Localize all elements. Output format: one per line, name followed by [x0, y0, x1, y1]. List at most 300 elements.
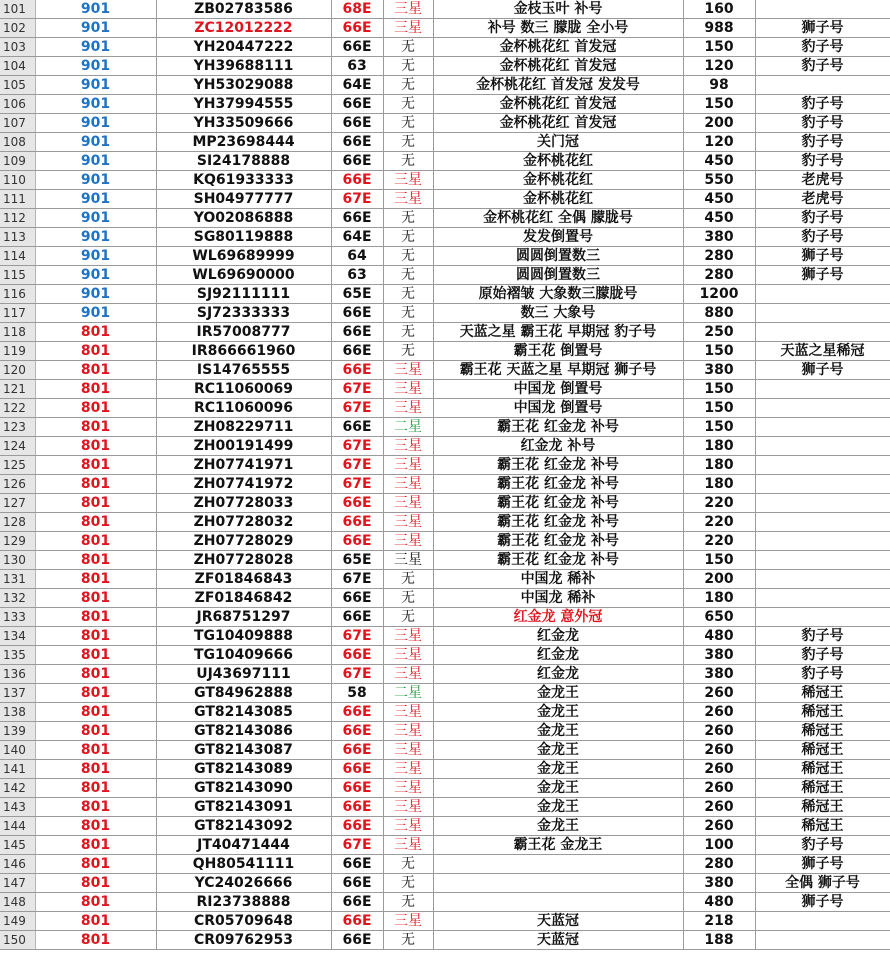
code-cell[interactable]: 801 [35, 931, 156, 950]
size-cell[interactable]: 67E [331, 456, 383, 475]
price-cell[interactable]: 160 [683, 0, 755, 19]
row-number[interactable]: 120 [0, 361, 35, 380]
star-rating-cell[interactable]: 无 [383, 342, 433, 361]
tag-cell[interactable] [755, 494, 890, 513]
tag-cell[interactable] [755, 285, 890, 304]
serial-cell[interactable]: WL69690000 [156, 266, 331, 285]
code-cell[interactable]: 901 [35, 0, 156, 19]
star-rating-cell[interactable]: 无 [383, 76, 433, 95]
size-cell[interactable]: 66E [331, 532, 383, 551]
serial-cell[interactable]: GT82143087 [156, 741, 331, 760]
size-cell[interactable]: 66E [331, 703, 383, 722]
price-cell[interactable]: 250 [683, 323, 755, 342]
price-cell[interactable]: 380 [683, 361, 755, 380]
size-cell[interactable]: 58 [331, 684, 383, 703]
tag-cell[interactable]: 天蓝之星稀冠 [755, 342, 890, 361]
row-number[interactable]: 114 [0, 247, 35, 266]
size-cell[interactable]: 66E [331, 912, 383, 931]
price-cell[interactable]: 260 [683, 760, 755, 779]
tag-cell[interactable] [755, 513, 890, 532]
star-rating-cell[interactable]: 无 [383, 38, 433, 57]
serial-cell[interactable]: ZF01846843 [156, 570, 331, 589]
tag-cell[interactable]: 豹子号 [755, 646, 890, 665]
code-cell[interactable]: 801 [35, 874, 156, 893]
size-cell[interactable]: 66E [331, 95, 383, 114]
row-number[interactable]: 105 [0, 76, 35, 95]
description-cell[interactable]: 霸王花 红金龙 补号 [433, 532, 683, 551]
price-cell[interactable]: 180 [683, 589, 755, 608]
price-cell[interactable]: 218 [683, 912, 755, 931]
price-cell[interactable]: 1200 [683, 285, 755, 304]
size-cell[interactable]: 66E [331, 19, 383, 38]
star-rating-cell[interactable]: 三星 [383, 361, 433, 380]
price-cell[interactable]: 380 [683, 646, 755, 665]
price-cell[interactable]: 150 [683, 380, 755, 399]
tag-cell[interactable] [755, 76, 890, 95]
code-cell[interactable]: 801 [35, 627, 156, 646]
star-rating-cell[interactable]: 三星 [383, 741, 433, 760]
serial-cell[interactable]: IS14765555 [156, 361, 331, 380]
price-cell[interactable]: 260 [683, 798, 755, 817]
price-cell[interactable]: 150 [683, 418, 755, 437]
star-rating-cell[interactable]: 三星 [383, 665, 433, 684]
size-cell[interactable]: 66E [331, 646, 383, 665]
serial-cell[interactable]: ZH07728028 [156, 551, 331, 570]
tag-cell[interactable]: 豹子号 [755, 209, 890, 228]
serial-cell[interactable]: GT84962888 [156, 684, 331, 703]
serial-cell[interactable]: YH20447222 [156, 38, 331, 57]
tag-cell[interactable] [755, 0, 890, 19]
code-cell[interactable]: 901 [35, 95, 156, 114]
price-cell[interactable]: 280 [683, 855, 755, 874]
description-cell[interactable]: 金龙王 [433, 798, 683, 817]
description-cell[interactable] [433, 874, 683, 893]
size-cell[interactable]: 67E [331, 380, 383, 399]
price-cell[interactable]: 150 [683, 38, 755, 57]
row-number[interactable]: 117 [0, 304, 35, 323]
row-number[interactable]: 123 [0, 418, 35, 437]
serial-cell[interactable]: SJ92111111 [156, 285, 331, 304]
code-cell[interactable]: 901 [35, 190, 156, 209]
tag-cell[interactable] [755, 456, 890, 475]
code-cell[interactable]: 801 [35, 817, 156, 836]
code-cell[interactable]: 901 [35, 133, 156, 152]
row-number[interactable]: 133 [0, 608, 35, 627]
tag-cell[interactable] [755, 551, 890, 570]
row-number[interactable]: 104 [0, 57, 35, 76]
tag-cell[interactable] [755, 532, 890, 551]
tag-cell[interactable]: 稀冠王 [755, 684, 890, 703]
code-cell[interactable]: 901 [35, 304, 156, 323]
code-cell[interactable]: 801 [35, 589, 156, 608]
code-cell[interactable]: 801 [35, 418, 156, 437]
description-cell[interactable]: 霸王花 天蓝之星 早期冠 狮子号 [433, 361, 683, 380]
row-number[interactable]: 145 [0, 836, 35, 855]
star-rating-cell[interactable]: 无 [383, 608, 433, 627]
description-cell[interactable]: 红金龙 补号 [433, 437, 683, 456]
tag-cell[interactable]: 豹子号 [755, 95, 890, 114]
serial-cell[interactable]: CR05709648 [156, 912, 331, 931]
serial-cell[interactable]: MP23698444 [156, 133, 331, 152]
tag-cell[interactable] [755, 399, 890, 418]
row-number[interactable]: 143 [0, 798, 35, 817]
tag-cell[interactable]: 狮子号 [755, 855, 890, 874]
row-number[interactable]: 103 [0, 38, 35, 57]
star-rating-cell[interactable]: 三星 [383, 532, 433, 551]
row-number[interactable]: 109 [0, 152, 35, 171]
description-cell[interactable]: 金龙王 [433, 684, 683, 703]
description-cell[interactable]: 红金龙 [433, 627, 683, 646]
star-rating-cell[interactable]: 三星 [383, 0, 433, 19]
code-cell[interactable]: 801 [35, 380, 156, 399]
size-cell[interactable]: 67E [331, 475, 383, 494]
size-cell[interactable]: 66E [331, 760, 383, 779]
row-number[interactable]: 127 [0, 494, 35, 513]
size-cell[interactable]: 66E [331, 608, 383, 627]
code-cell[interactable]: 801 [35, 361, 156, 380]
tag-cell[interactable] [755, 437, 890, 456]
serial-cell[interactable]: SJ72333333 [156, 304, 331, 323]
tag-cell[interactable]: 稀冠王 [755, 703, 890, 722]
star-rating-cell[interactable]: 三星 [383, 722, 433, 741]
price-cell[interactable]: 260 [683, 722, 755, 741]
serial-cell[interactable]: UJ43697111 [156, 665, 331, 684]
size-cell[interactable]: 67E [331, 627, 383, 646]
description-cell[interactable]: 金龙王 [433, 760, 683, 779]
code-cell[interactable]: 801 [35, 323, 156, 342]
code-cell[interactable]: 801 [35, 475, 156, 494]
size-cell[interactable]: 67E [331, 399, 383, 418]
description-cell[interactable] [433, 893, 683, 912]
tag-cell[interactable]: 稀冠王 [755, 779, 890, 798]
size-cell[interactable]: 65E [331, 551, 383, 570]
price-cell[interactable]: 480 [683, 627, 755, 646]
row-number[interactable]: 115 [0, 266, 35, 285]
price-cell[interactable]: 188 [683, 931, 755, 950]
serial-cell[interactable]: ZF01846842 [156, 589, 331, 608]
row-number[interactable]: 110 [0, 171, 35, 190]
star-rating-cell[interactable]: 三星 [383, 551, 433, 570]
row-number[interactable]: 124 [0, 437, 35, 456]
serial-cell[interactable]: GT82143091 [156, 798, 331, 817]
description-cell[interactable]: 金杯桃花红 [433, 190, 683, 209]
serial-cell[interactable]: WL69689999 [156, 247, 331, 266]
description-cell[interactable]: 金龙王 [433, 779, 683, 798]
price-cell[interactable]: 380 [683, 228, 755, 247]
serial-cell[interactable]: SI24178888 [156, 152, 331, 171]
tag-cell[interactable] [755, 931, 890, 950]
row-number[interactable]: 126 [0, 475, 35, 494]
star-rating-cell[interactable]: 二星 [383, 418, 433, 437]
code-cell[interactable]: 801 [35, 494, 156, 513]
size-cell[interactable]: 66E [331, 893, 383, 912]
price-cell[interactable]: 280 [683, 266, 755, 285]
star-rating-cell[interactable]: 无 [383, 114, 433, 133]
tag-cell[interactable]: 豹子号 [755, 114, 890, 133]
serial-cell[interactable]: CR09762953 [156, 931, 331, 950]
tag-cell[interactable]: 稀冠王 [755, 722, 890, 741]
size-cell[interactable]: 66E [331, 931, 383, 950]
serial-cell[interactable]: SH04977777 [156, 190, 331, 209]
size-cell[interactable]: 64E [331, 76, 383, 95]
serial-cell[interactable]: YC24026666 [156, 874, 331, 893]
star-rating-cell[interactable]: 无 [383, 570, 433, 589]
serial-cell[interactable]: RC11060096 [156, 399, 331, 418]
row-number[interactable]: 150 [0, 931, 35, 950]
code-cell[interactable]: 801 [35, 456, 156, 475]
code-cell[interactable]: 801 [35, 779, 156, 798]
serial-cell[interactable]: YH39688111 [156, 57, 331, 76]
serial-cell[interactable]: JT40471444 [156, 836, 331, 855]
row-number[interactable]: 131 [0, 570, 35, 589]
price-cell[interactable]: 120 [683, 133, 755, 152]
serial-cell[interactable]: ZH07728033 [156, 494, 331, 513]
price-cell[interactable]: 200 [683, 114, 755, 133]
row-number[interactable]: 112 [0, 209, 35, 228]
row-number[interactable]: 138 [0, 703, 35, 722]
star-rating-cell[interactable]: 三星 [383, 779, 433, 798]
description-cell[interactable]: 金杯桃花红 [433, 152, 683, 171]
price-cell[interactable]: 480 [683, 893, 755, 912]
star-rating-cell[interactable]: 三星 [383, 646, 433, 665]
star-rating-cell[interactable]: 无 [383, 133, 433, 152]
code-cell[interactable]: 801 [35, 855, 156, 874]
description-cell[interactable]: 霸王花 红金龙 补号 [433, 456, 683, 475]
row-number[interactable]: 108 [0, 133, 35, 152]
serial-cell[interactable]: GT82143089 [156, 760, 331, 779]
row-number[interactable]: 134 [0, 627, 35, 646]
tag-cell[interactable]: 狮子号 [755, 361, 890, 380]
serial-cell[interactable]: GT82143085 [156, 703, 331, 722]
size-cell[interactable]: 66E [331, 418, 383, 437]
tag-cell[interactable] [755, 912, 890, 931]
tag-cell[interactable] [755, 304, 890, 323]
star-rating-cell[interactable]: 无 [383, 931, 433, 950]
star-rating-cell[interactable]: 无 [383, 589, 433, 608]
size-cell[interactable]: 66E [331, 171, 383, 190]
description-cell[interactable]: 金杯桃花红 首发冠 发发号 [433, 76, 683, 95]
price-cell[interactable]: 260 [683, 817, 755, 836]
size-cell[interactable]: 64 [331, 247, 383, 266]
tag-cell[interactable]: 豹子号 [755, 836, 890, 855]
serial-cell[interactable]: TG10409666 [156, 646, 331, 665]
star-rating-cell[interactable]: 三星 [383, 437, 433, 456]
description-cell[interactable]: 金杯桃花红 全偶 朦胧号 [433, 209, 683, 228]
description-cell[interactable]: 红金龙 [433, 665, 683, 684]
star-rating-cell[interactable]: 无 [383, 209, 433, 228]
serial-cell[interactable]: GT82143092 [156, 817, 331, 836]
code-cell[interactable]: 801 [35, 570, 156, 589]
description-cell[interactable]: 中国龙 稀补 [433, 589, 683, 608]
size-cell[interactable]: 66E [331, 741, 383, 760]
size-cell[interactable]: 66E [331, 874, 383, 893]
tag-cell[interactable] [755, 608, 890, 627]
tag-cell[interactable] [755, 475, 890, 494]
row-number[interactable]: 140 [0, 741, 35, 760]
code-cell[interactable]: 801 [35, 760, 156, 779]
description-cell[interactable]: 中国龙 稀补 [433, 570, 683, 589]
row-number[interactable]: 122 [0, 399, 35, 418]
description-cell[interactable]: 天蓝之星 霸王花 早期冠 豹子号 [433, 323, 683, 342]
size-cell[interactable]: 65E [331, 285, 383, 304]
serial-cell[interactable]: RI23738888 [156, 893, 331, 912]
tag-cell[interactable] [755, 589, 890, 608]
price-cell[interactable]: 380 [683, 665, 755, 684]
size-cell[interactable]: 66E [331, 152, 383, 171]
star-rating-cell[interactable]: 无 [383, 228, 433, 247]
star-rating-cell[interactable]: 三星 [383, 627, 433, 646]
star-rating-cell[interactable]: 三星 [383, 494, 433, 513]
star-rating-cell[interactable]: 三星 [383, 836, 433, 855]
size-cell[interactable]: 66E [331, 589, 383, 608]
price-cell[interactable]: 450 [683, 209, 755, 228]
tag-cell[interactable] [755, 323, 890, 342]
star-rating-cell[interactable]: 三星 [383, 798, 433, 817]
description-cell[interactable]: 金龙王 [433, 741, 683, 760]
description-cell[interactable]: 红金龙 意外冠 [433, 608, 683, 627]
tag-cell[interactable]: 狮子号 [755, 893, 890, 912]
code-cell[interactable]: 901 [35, 152, 156, 171]
serial-cell[interactable]: ZC12012222 [156, 19, 331, 38]
code-cell[interactable]: 801 [35, 399, 156, 418]
code-cell[interactable]: 901 [35, 247, 156, 266]
serial-cell[interactable]: TG10409888 [156, 627, 331, 646]
price-cell[interactable]: 220 [683, 494, 755, 513]
star-rating-cell[interactable]: 无 [383, 95, 433, 114]
price-cell[interactable]: 180 [683, 475, 755, 494]
size-cell[interactable]: 63 [331, 57, 383, 76]
star-rating-cell[interactable]: 二星 [383, 684, 433, 703]
size-cell[interactable]: 66E [331, 798, 383, 817]
serial-cell[interactable]: GT82143090 [156, 779, 331, 798]
serial-cell[interactable]: IR57008777 [156, 323, 331, 342]
description-cell[interactable]: 中国龙 倒置号 [433, 399, 683, 418]
size-cell[interactable]: 67E [331, 665, 383, 684]
code-cell[interactable]: 801 [35, 437, 156, 456]
description-cell[interactable]: 金杯桃花红 首发冠 [433, 57, 683, 76]
serial-cell[interactable]: ZB02783586 [156, 0, 331, 19]
serial-cell[interactable]: YH37994555 [156, 95, 331, 114]
description-cell[interactable]: 金杯桃花红 首发冠 [433, 114, 683, 133]
code-cell[interactable]: 901 [35, 285, 156, 304]
tag-cell[interactable]: 豹子号 [755, 57, 890, 76]
star-rating-cell[interactable]: 三星 [383, 475, 433, 494]
star-rating-cell[interactable]: 三星 [383, 456, 433, 475]
price-cell[interactable]: 260 [683, 703, 755, 722]
code-cell[interactable]: 801 [35, 893, 156, 912]
price-cell[interactable]: 150 [683, 342, 755, 361]
row-number[interactable]: 125 [0, 456, 35, 475]
description-cell[interactable]: 金杯桃花红 [433, 171, 683, 190]
tag-cell[interactable]: 豹子号 [755, 665, 890, 684]
description-cell[interactable]: 金龙王 [433, 817, 683, 836]
star-rating-cell[interactable]: 三星 [383, 19, 433, 38]
star-rating-cell[interactable]: 无 [383, 323, 433, 342]
row-number[interactable]: 141 [0, 760, 35, 779]
size-cell[interactable]: 66E [331, 323, 383, 342]
code-cell[interactable]: 901 [35, 171, 156, 190]
row-number[interactable]: 113 [0, 228, 35, 247]
serial-cell[interactable]: ZH00191499 [156, 437, 331, 456]
star-rating-cell[interactable]: 三星 [383, 703, 433, 722]
tag-cell[interactable]: 狮子号 [755, 247, 890, 266]
tag-cell[interactable]: 狮子号 [755, 266, 890, 285]
star-rating-cell[interactable]: 三星 [383, 399, 433, 418]
description-cell[interactable]: 金龙王 [433, 703, 683, 722]
size-cell[interactable]: 67E [331, 570, 383, 589]
description-cell[interactable]: 金龙王 [433, 722, 683, 741]
size-cell[interactable]: 67E [331, 190, 383, 209]
code-cell[interactable]: 801 [35, 551, 156, 570]
size-cell[interactable]: 66E [331, 855, 383, 874]
tag-cell[interactable]: 老虎号 [755, 171, 890, 190]
size-cell[interactable]: 66E [331, 342, 383, 361]
row-number[interactable]: 129 [0, 532, 35, 551]
star-rating-cell[interactable]: 无 [383, 57, 433, 76]
star-rating-cell[interactable]: 无 [383, 152, 433, 171]
tag-cell[interactable]: 稀冠王 [755, 817, 890, 836]
tag-cell[interactable]: 豹子号 [755, 38, 890, 57]
row-number[interactable]: 139 [0, 722, 35, 741]
tag-cell[interactable] [755, 380, 890, 399]
code-cell[interactable]: 901 [35, 266, 156, 285]
size-cell[interactable]: 64E [331, 228, 383, 247]
description-cell[interactable]: 圆圆倒置数三 [433, 247, 683, 266]
star-rating-cell[interactable]: 无 [383, 247, 433, 266]
code-cell[interactable]: 901 [35, 228, 156, 247]
description-cell[interactable]: 天蓝冠 [433, 912, 683, 931]
star-rating-cell[interactable]: 无 [383, 893, 433, 912]
description-cell[interactable]: 金杯桃花红 首发冠 [433, 38, 683, 57]
row-number[interactable]: 116 [0, 285, 35, 304]
tag-cell[interactable]: 全偶 狮子号 [755, 874, 890, 893]
price-cell[interactable]: 650 [683, 608, 755, 627]
star-rating-cell[interactable]: 三星 [383, 380, 433, 399]
row-number[interactable]: 132 [0, 589, 35, 608]
serial-cell[interactable]: KQ61933333 [156, 171, 331, 190]
price-cell[interactable]: 988 [683, 19, 755, 38]
row-number[interactable]: 106 [0, 95, 35, 114]
price-cell[interactable]: 200 [683, 570, 755, 589]
star-rating-cell[interactable]: 无 [383, 304, 433, 323]
code-cell[interactable]: 901 [35, 57, 156, 76]
size-cell[interactable]: 66E [331, 779, 383, 798]
row-number[interactable]: 135 [0, 646, 35, 665]
price-cell[interactable]: 220 [683, 513, 755, 532]
size-cell[interactable]: 68E [331, 0, 383, 19]
size-cell[interactable]: 66E [331, 38, 383, 57]
serial-cell[interactable]: RC11060069 [156, 380, 331, 399]
description-cell[interactable]: 发发倒置号 [433, 228, 683, 247]
price-cell[interactable]: 260 [683, 741, 755, 760]
row-number[interactable]: 147 [0, 874, 35, 893]
serial-cell[interactable]: JR68751297 [156, 608, 331, 627]
size-cell[interactable]: 66E [331, 361, 383, 380]
tag-cell[interactable]: 稀冠王 [755, 798, 890, 817]
code-cell[interactable]: 901 [35, 209, 156, 228]
serial-cell[interactable]: ZH07728029 [156, 532, 331, 551]
code-cell[interactable]: 801 [35, 836, 156, 855]
price-cell[interactable]: 150 [683, 399, 755, 418]
serial-cell[interactable]: YH53029088 [156, 76, 331, 95]
code-cell[interactable]: 901 [35, 76, 156, 95]
serial-cell[interactable]: YO02086888 [156, 209, 331, 228]
description-cell[interactable]: 原始褶皱 大象数三朦胧号 [433, 285, 683, 304]
code-cell[interactable]: 801 [35, 513, 156, 532]
price-cell[interactable]: 150 [683, 95, 755, 114]
serial-cell[interactable]: ZH07728032 [156, 513, 331, 532]
price-cell[interactable]: 280 [683, 247, 755, 266]
